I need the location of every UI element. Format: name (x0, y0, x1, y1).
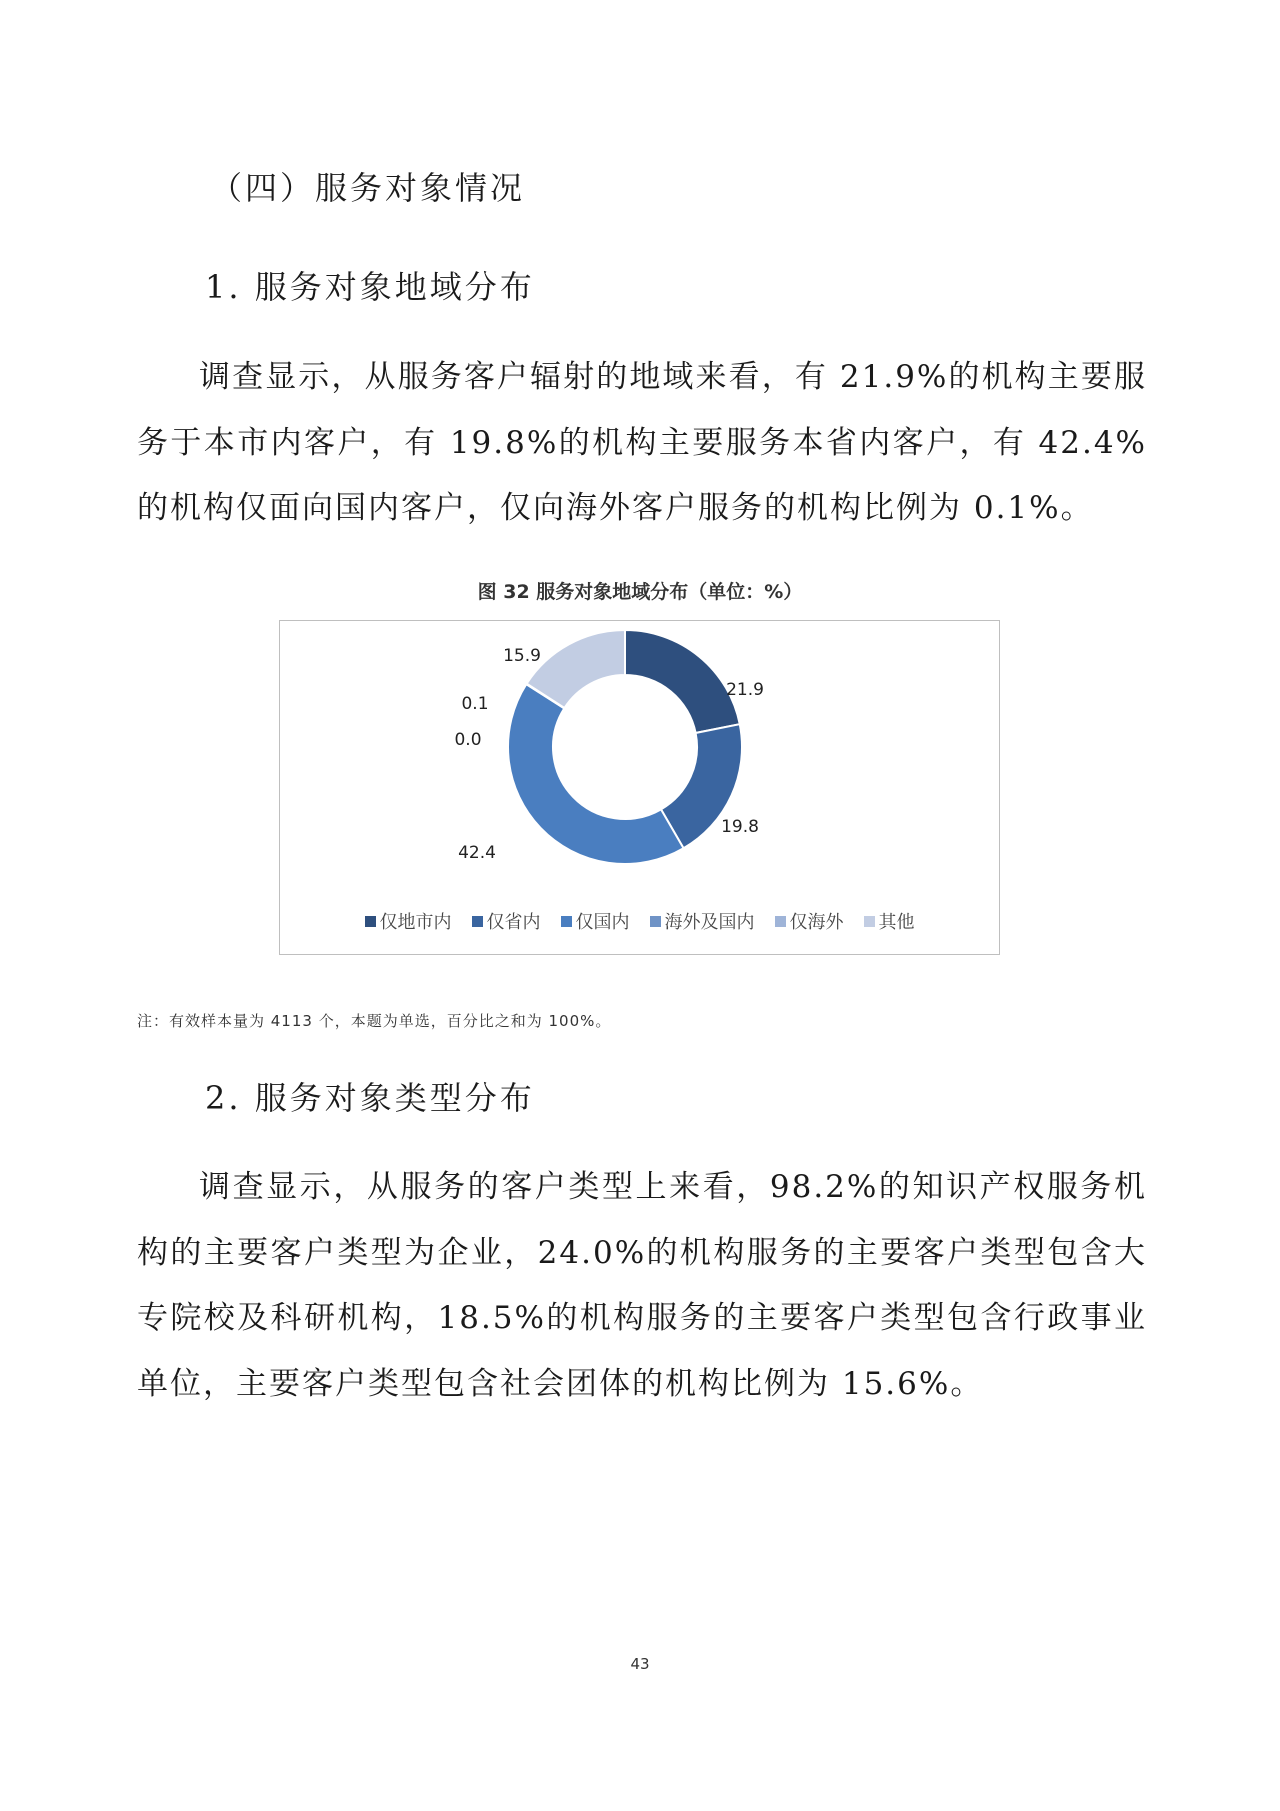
paragraph-2: 调查显示，从服务的客户类型上来看，98.2%的知识产权服务机构的主要客户类型为企业，24.0%的机构服务的主要客户类型包含大专院校及科研机构，18.5%的机构服务的主要客户类型包含行政事业单位，主要客户类型包含社会团体的机构比例为 15.6%。 (137, 1169, 1147, 1402)
subsection-heading-2: 2. 服务对象类型分布 (205, 1079, 535, 1117)
data-label-5: 0.1 (461, 694, 489, 714)
legend-label: 仅地市内 (379, 912, 452, 933)
data-label-1: 21.9 (726, 680, 764, 700)
legend-item-2 (472, 908, 541, 934)
legend-swatch (864, 916, 875, 927)
page-number: 43 (630, 1655, 650, 1673)
data-label-6: 15.9 (503, 646, 541, 666)
donut-slice-1 (625, 630, 740, 733)
legend-swatch (472, 916, 483, 927)
legend-swatch (365, 916, 376, 927)
chart-box (279, 620, 1000, 955)
data-label-2: 19.8 (721, 817, 759, 837)
data-label-3: 42.4 (458, 843, 496, 863)
section-heading: （四）服务对象情况 (210, 169, 526, 207)
legend-item-1 (365, 908, 452, 934)
legend-swatch (775, 916, 786, 927)
figure-note: 注：有效样本量为 4113 个，本题为单选，百分比之和为 100%。 (137, 1012, 612, 1030)
chart-legend (280, 908, 999, 934)
donut-chart (280, 621, 998, 901)
legend-swatch (650, 916, 661, 927)
subsection-heading-1: 1. 服务对象地域分布 (205, 268, 535, 306)
legend-label: 其他 (878, 912, 915, 933)
legend-swatch (561, 916, 572, 927)
figure-title: 图 32 服务对象地域分布（单位：%） (477, 581, 803, 603)
legend-label: 仅海外 (789, 912, 844, 933)
legend-label: 海外及国内 (664, 912, 755, 933)
legend-item-6 (864, 908, 915, 934)
legend-label: 仅省内 (486, 912, 541, 933)
data-label-4: 0.0 (454, 730, 482, 750)
legend-item-4 (650, 908, 755, 934)
legend-label: 仅国内 (575, 912, 630, 933)
legend-item-5 (775, 908, 844, 934)
donut-slice-3 (508, 684, 684, 864)
legend-item-3 (561, 908, 630, 934)
paragraph-1: 调查显示，从服务客户辐射的地域来看，有 21.9%的机构主要服务于本市内客户，有 19.8%的机构主要服务本省内客户，有 42.4%的机构仅面向国内客户，仅向海外客户服务的机构比例为 0.1%。 (137, 359, 1147, 526)
